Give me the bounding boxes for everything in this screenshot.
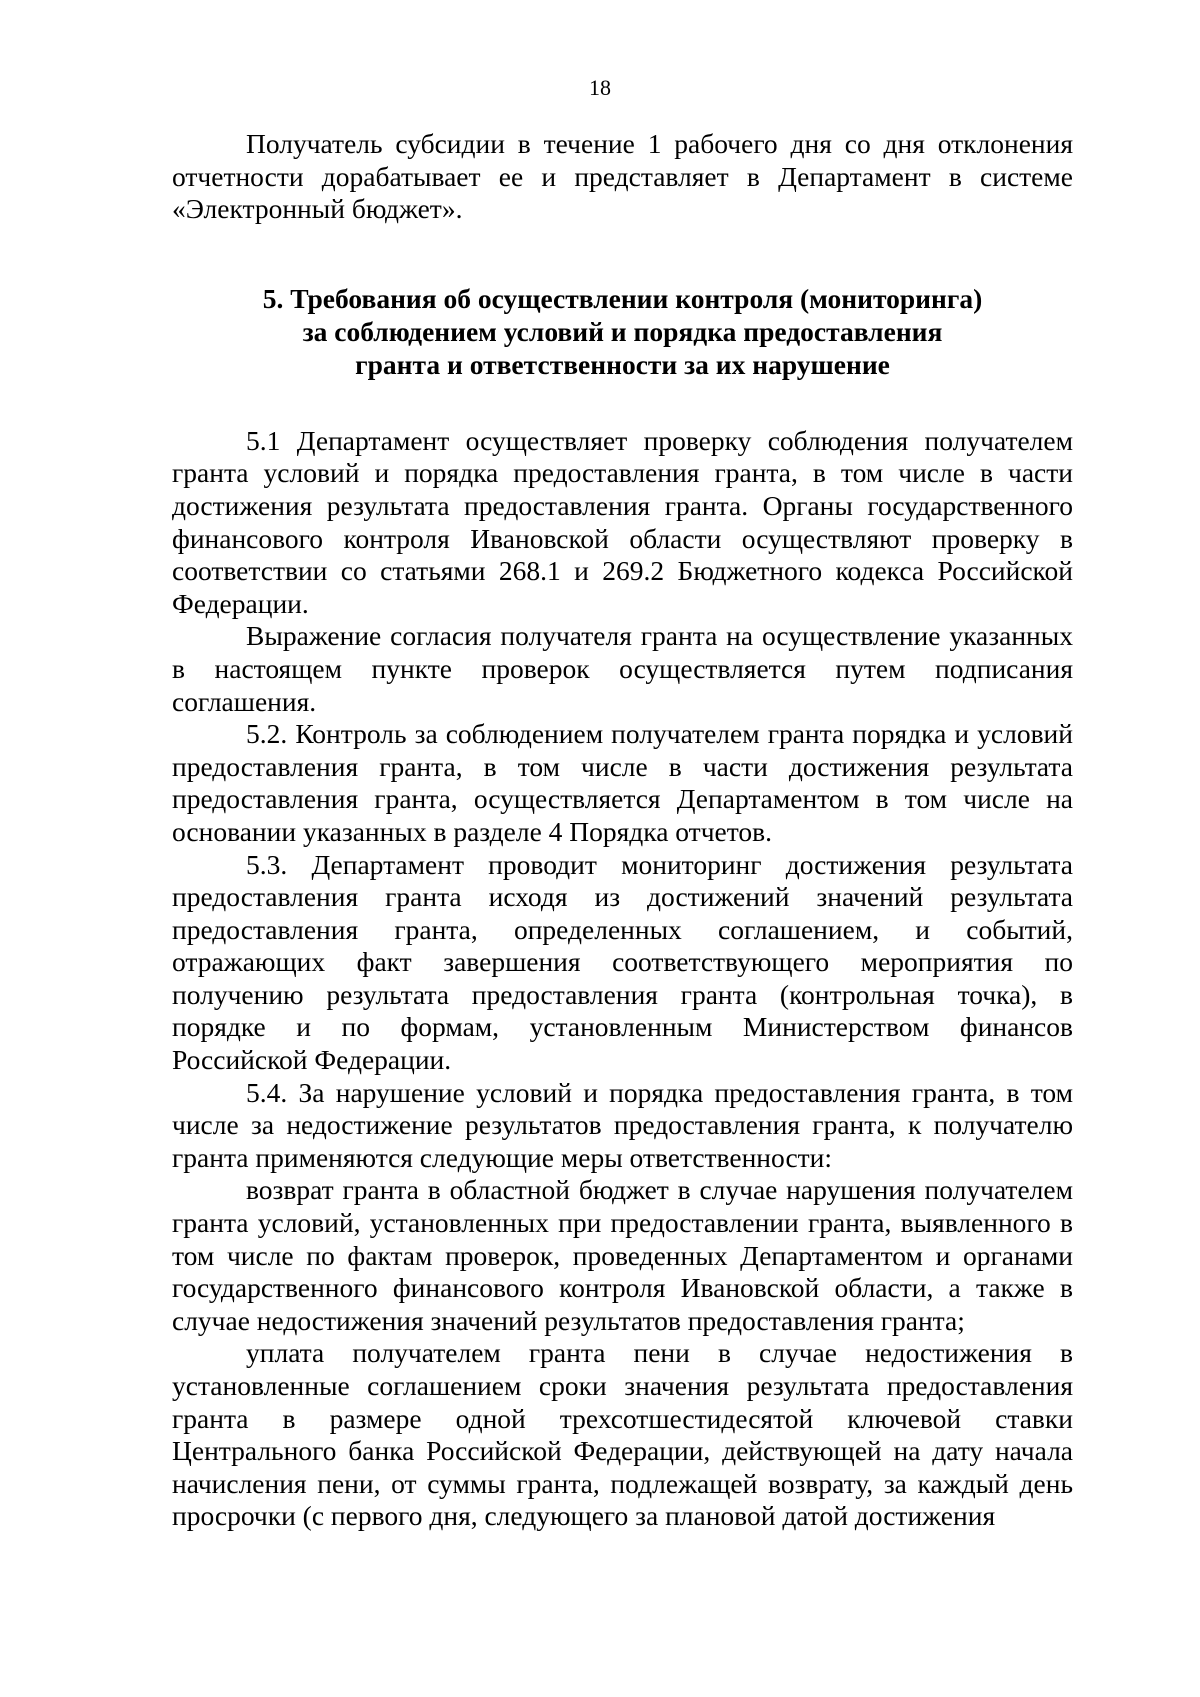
page-number: 18 <box>589 75 611 100</box>
section-heading-line-2: за соблюдением условий и порядка предоставления <box>302 315 943 347</box>
paragraph-grant-return: возврат гранта в областной бюджет в случае нарушения получателем гранта условий, установленных при предоставлении гранта, выявленного в том числе по фактам проверок, проведенных Департаментом и органами государственного финансового контроля Ивановской области, а также в случае недостижения значений результатов предоставления гранта; <box>172 1174 1073 1336</box>
paragraph-penalty: уплата получателем гранта пени в случае недостижения в установленные соглашением сроки значения результата предоставления гранта в размере одной трехсотшестидесятой ключевой ставки Центрального банка Российской Федерации, действующей на дату начала начисления пени, от суммы гранта, подлежащей возврату, за каждый день просрочки (с первого дня, следующего за плановой датой достижения <box>172 1337 1073 1532</box>
paragraph-5-3: 5.3. Департамент проводит мониторинг достижения результата предоставления гранта исходя из достижений значений результата предоставления гранта, определенных соглашением, и событий, отражающих факт завершения соответствующего мероприятия по получению результата предоставления гранта (контрольная точка), в порядке и по формам, установленным Министерством финансов Российской Федерации. <box>172 848 1073 1076</box>
section-heading-line-1: 5. Требования об осуществлении контроля (мониторинга) <box>262 282 983 314</box>
intro-paragraph: Получатель субсидии в течение 1 рабочего дня со дня отклонения отчетности дорабатывает ее и представляет в Департамент в системе «Электронный бюджет». <box>172 128 1073 225</box>
section-heading-line-3: гранта и ответственности за их нарушение <box>355 348 890 380</box>
paragraph-consent: Выражение согласия получателя гранта на осуществление указанных в настоящем пункте проверок осуществляется путем подписания соглашения. <box>172 620 1073 717</box>
document-body <box>172 128 1073 1533</box>
paragraph-5-1: 5.1 Департамент осуществляет проверку соблюдения получателем гранта условий и порядка предоставления гранта, в том числе в части достижения результата предоставления гранта. Органы государственного финансового контроля Ивановской области осуществляют проверку в соответствии со статьями 268.1 и 269.2 Бюджетного кодекса Российской Федерации. <box>172 424 1073 619</box>
paragraph-5-2: 5.2. Контроль за соблюдением получателем гранта порядка и условий предоставления гранта, в том числе в части достижения результата предоставления гранта, осуществляется Департаментом в том числе на основании указанных в разделе 4 Порядка отчетов. <box>172 718 1073 847</box>
section-heading <box>172 282 1073 381</box>
paragraph-5-4: 5.4. За нарушение условий и порядка предоставления гранта, в том числе за недостижение результатов предоставления гранта, к получателю гранта применяются следующие меры ответственности: <box>172 1076 1073 1173</box>
